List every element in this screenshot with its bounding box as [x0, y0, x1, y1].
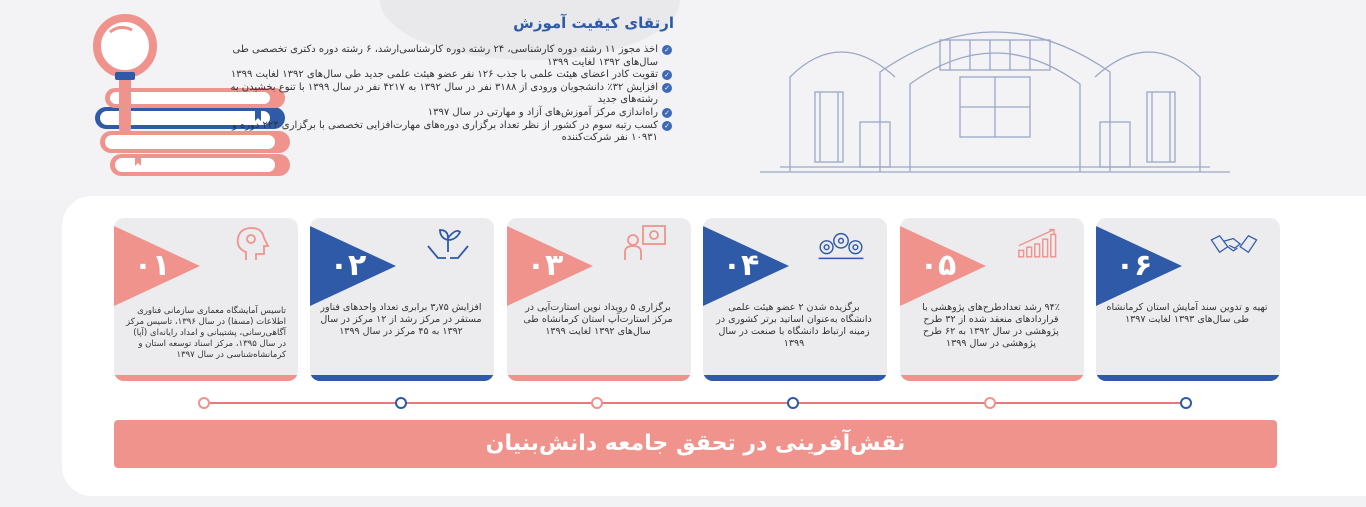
list-item: ✓ تقویت کادر اعضای هیئت علمی با جذب ۱۲۶ نفر عضو هیئت علمی جدید طی سال‌های ۱۳۹۲ لغایت ۱۳۹۹ — [226, 69, 672, 82]
card-01 — [114, 218, 298, 381]
card-03 — [507, 218, 691, 381]
card-04 — [703, 218, 887, 381]
quality-heading: ارتقای کیفیت آموزش — [513, 14, 674, 32]
card-number: ۰۴ — [722, 248, 760, 283]
quality-list — [226, 44, 672, 145]
card-number: ۰۵ — [919, 248, 957, 283]
check-shield-icon: ✓ — [662, 45, 672, 55]
card-bottom-bar — [900, 375, 1084, 381]
card-text: تهیه و تدوین سند آمایش استان کرمانشاه طی سال‌های ۱۳۹۳ لغایت ۱۳۹۷ — [1106, 302, 1268, 325]
timeline-dot — [1180, 397, 1192, 409]
card-text: برگزیده شدن ۲ عضو هیئت علمی دانشگاه به‌عنوان اساتید برتر کشوری در زمینه ارتباط دانشگاه با صنعت در سال ۱۳۹۹ — [716, 302, 872, 349]
check-shield-icon: ✓ — [662, 121, 672, 131]
handshake-icon — [1210, 224, 1258, 264]
check-shield-icon: ✓ — [662, 108, 672, 118]
card-number: ۰۱ — [133, 248, 171, 283]
list-item: ✓ کسب رتبه سوم در کشور از نظر تعداد برگزاری دوره‌های مهارت‌افزایی تخصصی با برگزاری ۲۲۴ دوره و ۱۰۹۳۱ نفر شرکت‌کننده — [226, 120, 672, 145]
timeline-dot — [984, 397, 996, 409]
timeline-dot — [787, 397, 799, 409]
card-bottom-bar — [114, 375, 298, 381]
timeline-dot — [591, 397, 603, 409]
timeline-dot — [198, 397, 210, 409]
presentation-icon — [621, 224, 669, 264]
card-number: ۰۲ — [329, 248, 367, 283]
card-bottom-bar — [1096, 375, 1280, 381]
card-number: ۰۶ — [1115, 248, 1153, 283]
card-05 — [900, 218, 1084, 381]
timeline-line — [200, 402, 1190, 404]
university-arch-illustration — [760, 22, 1230, 177]
card-text: ۹۴٪ رشد تعدادطرح‌های پژوهشی با قراردادهای منعقد شده از ۳۲ طرح پژوهشی در سال ۱۳۹۲ به ۶۲ طرح پژوهشی در سال ۱۳۹۹ — [922, 302, 1060, 349]
card-bottom-bar — [703, 375, 887, 381]
timeline-dot — [395, 397, 407, 409]
card-text: برگزاری ۵ رویداد نوین استارت‌آپی در مرکز استارت‌آپ استان کرمانشاه طی سال‌های ۱۳۹۲ لغایت ۱۳۹۹ — [523, 302, 673, 337]
card-bottom-bar — [507, 375, 691, 381]
brain-gear-icon — [228, 224, 276, 264]
check-shield-icon: ✓ — [662, 83, 672, 93]
list-item: ✓ راه‌اندازی مرکز آموزش‌های آزاد و مهارتی در سال ۱۳۹۷ — [226, 107, 672, 120]
gears-icon — [817, 224, 865, 264]
card-text: تاسیس آمایشگاه معماری سازمانی فناوری اطلاعات (مسفا) در سال ۱۳۹۶، تاسیس مرکز آگاهی‌رسانی، پشتیبانی و امداد رایانه‌ای (آپا) در سال ۱۳۹۵، مرکز اسناد توسعه استان و کرمانشاه‌شناسی در سال ۱۳۹۷ — [126, 306, 286, 360]
check-shield-icon: ✓ — [662, 70, 672, 80]
card-bottom-bar — [310, 375, 494, 381]
card-06 — [1096, 218, 1280, 381]
card-number: ۰۳ — [526, 248, 564, 283]
growth-chart-icon — [1014, 224, 1062, 264]
card-text: افزایش ۳٫۷۵ برابری تعداد واحدهای فناور مستقر در مرکز رشد از ۱۲ مرکز در سال ۱۳۹۲ به ۴۵ مرکز در سال ۱۳۹۹ — [320, 302, 482, 337]
list-item: ✓ افزایش ۳۲٪ دانشجویان ورودی از ۳۱۸۸ نفر در سال ۱۳۹۲ به ۴۲۱۷ نفر در سال ۱۳۹۹ با تنوع بخشیدن به رشته‌های جدید — [226, 82, 672, 107]
list-item: ✓ اخذ مجوز ۱۱ رشته دوره کارشناسی، ۲۴ رشته دوره کارشناسی‌ارشد، ۶ رشته دوره دکتری تخصصی طی سال‌های ۱۳۹۲ لغایت ۱۳۹۹ — [226, 44, 672, 69]
card-02 — [310, 218, 494, 381]
title-banner — [114, 420, 1277, 468]
banner-title: نقش‌آفرینی در تحقق جامعه دانش‌بنیان — [485, 431, 906, 456]
hands-plant-icon — [424, 224, 472, 264]
